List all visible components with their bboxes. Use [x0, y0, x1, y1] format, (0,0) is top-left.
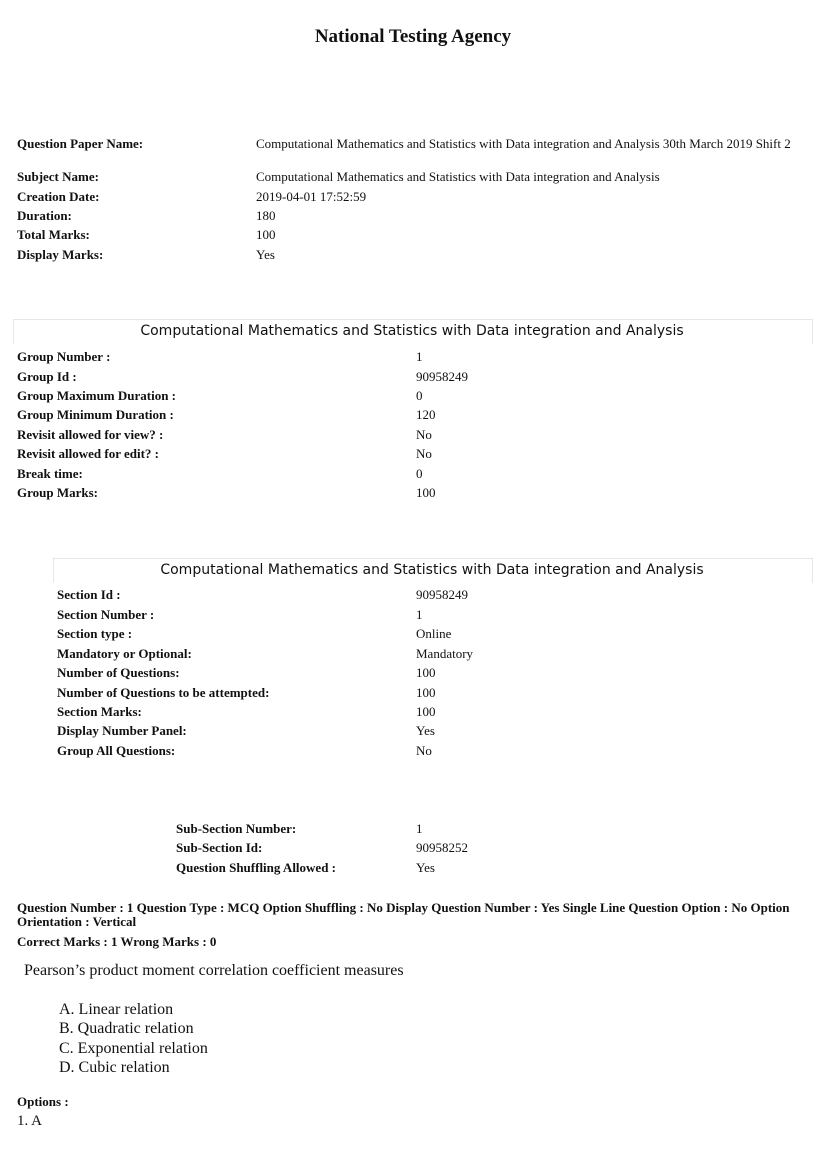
- group-label: Break time:: [17, 466, 83, 481]
- info-label: Creation Date:: [17, 189, 100, 204]
- section-value: Mandatory: [416, 646, 474, 661]
- section-label: Group All Questions:: [57, 743, 176, 758]
- info-value: 2019-04-01 17:52:59: [256, 189, 367, 204]
- group-value: 90958249: [416, 369, 468, 384]
- question-meta: Question Number : 1 Question Type : MCQ Option Shuffling : No Display Question Number : Yes Single Line Question Option : No Option Orientation : Vertical: [17, 900, 790, 929]
- section-label: Section Marks:: [57, 704, 142, 719]
- section-value: 90958249: [416, 587, 468, 602]
- options-label: Options :: [17, 1094, 69, 1109]
- section-label: Display Number Panel:: [57, 723, 187, 738]
- info-value: 180: [256, 208, 276, 223]
- subsection-label: Question Shuffling Allowed :: [176, 860, 337, 875]
- group-value: 100: [416, 485, 436, 500]
- info-label: Subject Name:: [17, 169, 99, 184]
- group-value: 1: [416, 349, 423, 364]
- choice-item: A. Linear relation: [59, 1001, 174, 1018]
- choice-item: D. Cubic relation: [59, 1059, 170, 1076]
- option-item: 1. A: [17, 1113, 43, 1129]
- question-text: Pearson’s product moment correlation coefficient measures: [24, 962, 404, 979]
- group-label: Group Maximum Duration :: [17, 388, 177, 403]
- info-value: Yes: [256, 247, 275, 262]
- choice-item: C. Exponential relation: [59, 1040, 208, 1057]
- group-label: Group Marks:: [17, 485, 99, 500]
- subsection-label: Sub-Section Id:: [176, 840, 263, 855]
- info-value: Computational Mathematics and Statistics with Data integration and Analysis: [256, 169, 660, 184]
- group-value: No: [416, 446, 432, 461]
- section-value: Online: [416, 626, 452, 641]
- section-value: 100: [416, 704, 436, 719]
- section-label: Mandatory or Optional:: [57, 646, 192, 661]
- group-label: Group Id :: [17, 369, 77, 384]
- section-value: 100: [416, 665, 436, 680]
- section-heading: Computational Mathematics and Statistics with Data integration and Analysis: [160, 562, 704, 578]
- group-label: Revisit allowed for edit? :: [17, 446, 160, 461]
- info-label: Display Marks:: [17, 247, 104, 262]
- group-label: Revisit allowed for view? :: [17, 427, 164, 442]
- group-value: 0: [416, 466, 423, 481]
- group-value: No: [416, 427, 432, 442]
- section-label: Number of Questions to be attempted:: [57, 685, 270, 700]
- info-label: Question Paper Name:: [17, 136, 144, 151]
- choice-item: B. Quadratic relation: [59, 1020, 194, 1037]
- group-value: 0: [416, 388, 423, 403]
- page-title: National Testing Agency: [314, 26, 512, 47]
- group-label: Group Number :: [17, 349, 111, 364]
- question-marks: Correct Marks : 1 Wrong Marks : 0: [17, 934, 217, 949]
- section-value: Yes: [416, 723, 435, 738]
- section-label: Section Number :: [57, 607, 155, 622]
- info-value: 100: [256, 227, 276, 242]
- section-label: Section Id :: [57, 587, 121, 602]
- info-label: Total Marks:: [17, 227, 90, 242]
- subsection-value: 1: [416, 821, 423, 836]
- subsection-value: 90958252: [416, 840, 468, 855]
- info-label: Duration:: [17, 208, 72, 223]
- group-label: Group Minimum Duration :: [17, 407, 174, 422]
- group-value: 120: [416, 407, 436, 422]
- section-value: 1: [416, 607, 423, 622]
- info-value: Computational Mathematics and Statistics with Data integration and Analysis 30th March 2019 Shift 2: [256, 136, 791, 151]
- section-label: Number of Questions:: [57, 665, 180, 680]
- section-value: 100: [416, 685, 436, 700]
- subsection-value: Yes: [416, 860, 435, 875]
- section-value: No: [416, 743, 432, 758]
- section-label: Section type :: [57, 626, 133, 641]
- subsection-label: Sub-Section Number:: [176, 821, 297, 836]
- group-heading: Computational Mathematics and Statistics with Data integration and Analysis: [140, 323, 684, 339]
